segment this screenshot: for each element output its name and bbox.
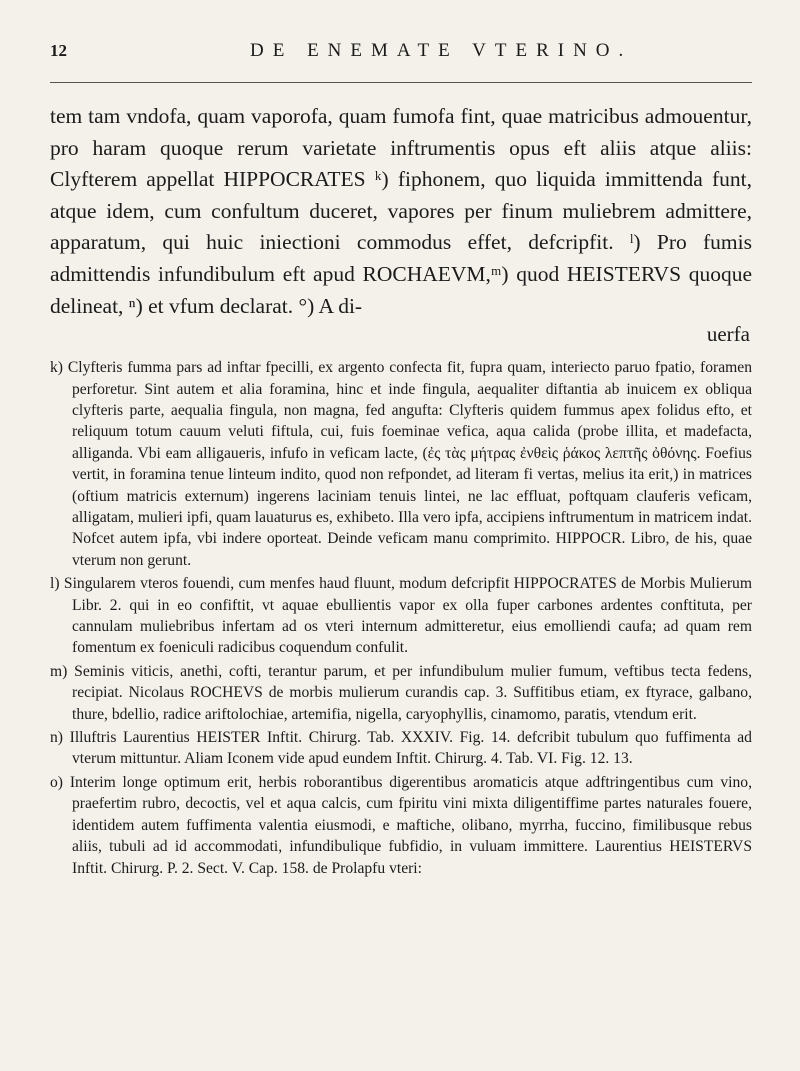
- footnote-m: [50, 661, 752, 725]
- footnote-text: Illuftris Laurentius HEISTER Inftit. Chirurg. Tab. XXXIV. Fig. 14. defcribit tubulum quo fuffimenta ad vterum mittuntur. Aliam Iconem vide apud eundem Inftit. Chirurg. 4. Tab. VI. Fig. 12. 13.: [69, 729, 752, 768]
- footnote-l: [50, 573, 752, 659]
- footnote-o: [50, 772, 752, 879]
- footnote-n: [50, 727, 752, 770]
- footnote-text: Seminis viticis, anethi, cofti, terantur parum, et per infundibulum mulier fumum, veftibus tecta fedens, recipiat. Nicolaus ROCHEVS de morbis mulierum curandis cap. 3. Suffitibus etiam, ex ftyrace, galbano, thure, bdellio, radice ariftolochiae, artemifia, nigella, caryophyllis, cinamomo, paratis, vtendum erit.: [72, 662, 752, 723]
- header-rule: [50, 82, 752, 83]
- footnote-text: Interim longe optimum erit, herbis roborantibus digerentibus aromaticis atque adftringentibus cum vino, praefertim rubro, decoctis, vel et aqua calcis, cum fpiritu vini mixta diligentiffime partes naturales fouere, identidem autem fuffimenta valentia eiusmodi, e maftiche, olibano, myrrha, fuccino, fimilibusque rebus aliis, tubuli ad id accommodati, infundibulique fubfidio, in vuluam immittere. Laurentius HEISTERVS Inftit. Chirurg. P. 2. Sect. V. Cap. 158. de Prolapfu vteri:: [69, 773, 752, 877]
- footnote-k: [50, 357, 752, 571]
- page-number: 12: [50, 41, 67, 60]
- main-paragraph: tem tam vndofa, quam vaporofa, quam fumofa fint, quae matricibus admouentur, pro haram quoque rerum varietate inftrumentis opus eft aliis atque aliis: Clyfterem appellat HIPPOCRATES ᵏ) fiphonem, quo liquida immittenda funt, atque idem, cum confultum duceret, vapores per finum muliebrem admittere, apparatum, qui huic iniectioni commodus effet, defcripfit. ˡ) Pro fumis admittendis infundibulum eft apud ROCHAEVM,ᵐ) quod HEISTERVS quoque delineat, ⁿ) et vfum declarat. °) A di-: [50, 104, 752, 318]
- footnote-mark: k): [50, 359, 63, 377]
- footnote-mark: l): [50, 575, 60, 593]
- footnote-mark: n): [50, 729, 63, 747]
- footnote-text: Clyfteris fumma pars ad inftar fpecilli, ex argento confecta fit, fupra quam, interiecto paruo fpatio, foramen perforetur. Sint autem et alia foramina, hinc et inde fingula, aequaliter diftantia ab inuicem ex obliqua clyfteris parte, aequalia fingula, non magna, fed angufta: Clyfteris quidem fummus apex folidus efto, et reliquum totum cauum veluti fiftula, cui, fuis foeminae vefica, aqua calida (probe illita, et madefacta, alliganda. Vbi eam alligaueris, infufo in veficam lacte, (ἐς τὰς μήτρας ἐνθεὶς ῥάκος λεπτῆς ὀθόνης. Foefius vertit, in foramina tenue linteum indito, quod non refpondet, ad literam fi vertas, melius ita erit,) in matrices (oftium matricis externum) ingerens laciniam tenuis lintei, ne lac effluat, poftquam claufe​ris veficam, alligatam, mulieri ipfi, quam lauaturus es, exhibeto. Illa vero ipfa, accipiens inftrumentum in matricem indat. Nofcet autem ipfa, vbi indere oporteat. Deinde veficam manu comprimito. HIPPOCR. Libro, de his, quae vterum non gerunt.: [67, 359, 752, 569]
- running-title: DE ENEMATE VTERINO.: [250, 40, 633, 61]
- catchword: uerfa: [706, 322, 750, 347]
- footnote-mark: m): [50, 662, 68, 680]
- footnotes: [50, 357, 752, 879]
- footnote-mark: o): [50, 773, 63, 791]
- footnote-text: Singularem vteros fouendi, cum menfes haud fluunt, modum defcripfit HIPPOCRATES de Morbis Mulierum Libr. 2. qui in eo confiftit, vt aquae ebullientis vapor ex olla fuper carbones ardentes conftituta, per cannulam muliebribus infertam ad os vteri internum admitteretur, eius emolliendi caufa; ad quam rem fomentum ex foeniculi radicibus coquendum confulit.: [63, 575, 752, 657]
- page-header: [50, 40, 752, 80]
